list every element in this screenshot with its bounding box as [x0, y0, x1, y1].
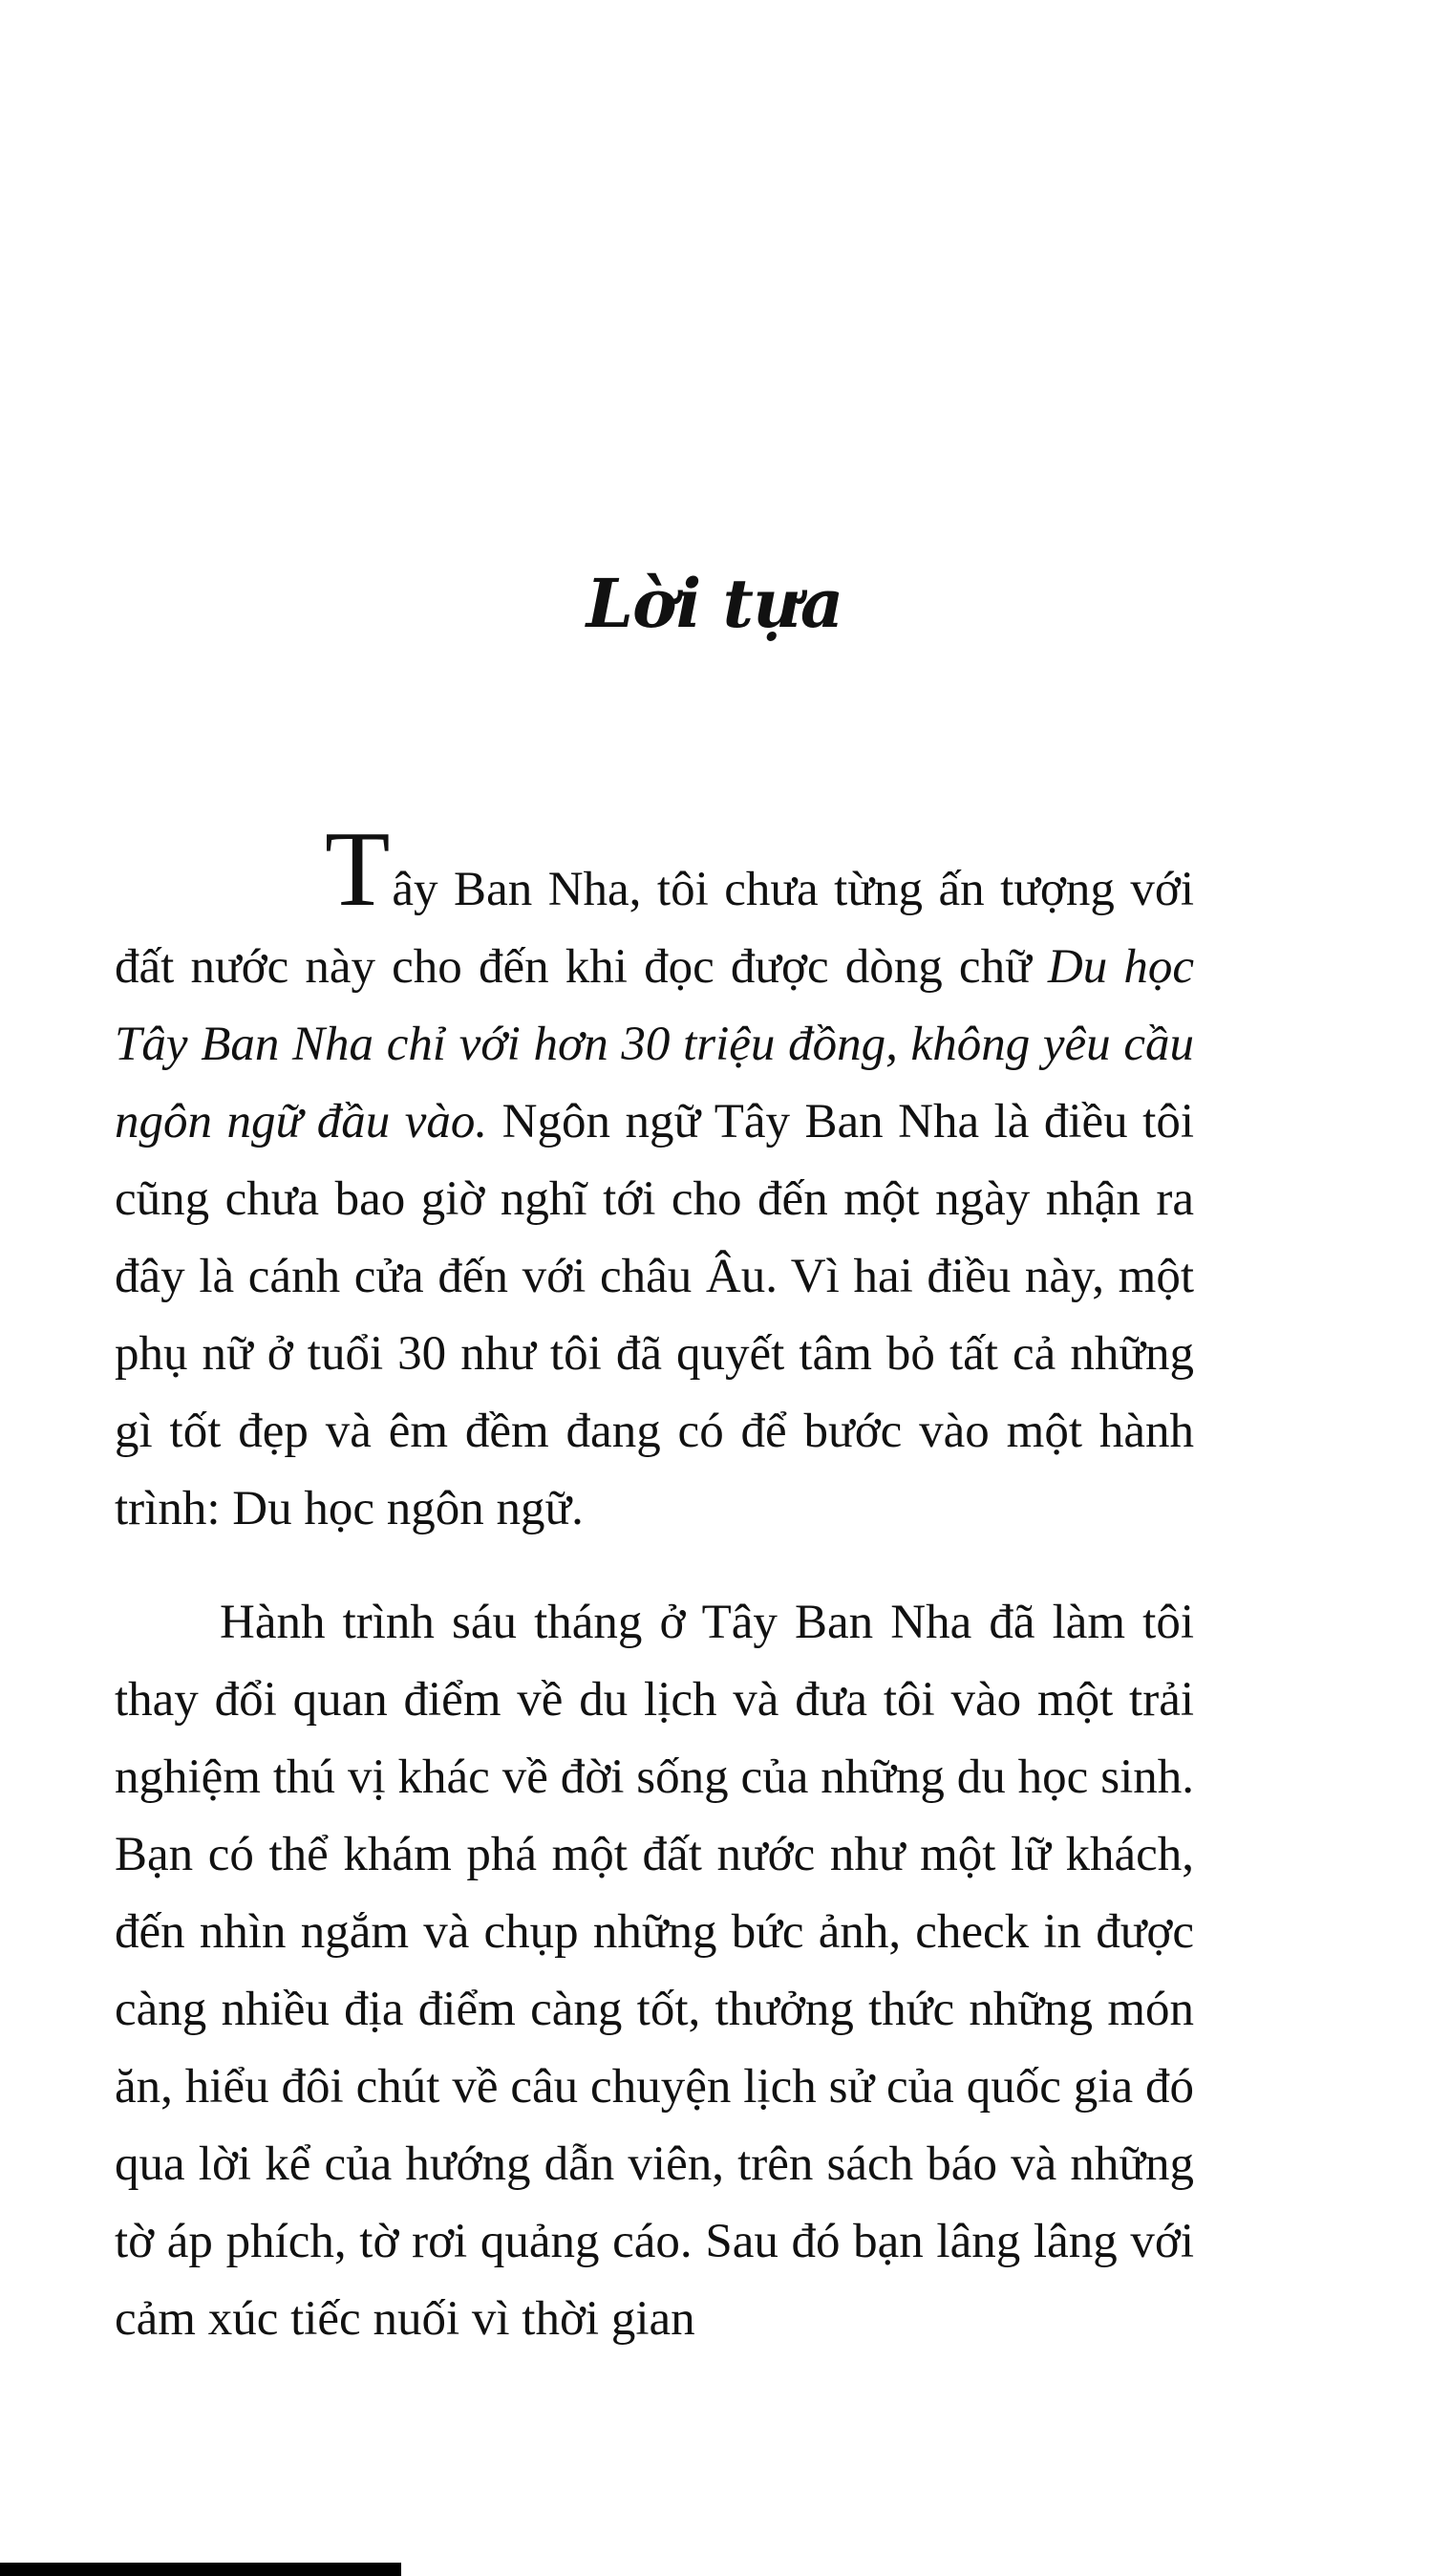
drop-cap: T [325, 810, 391, 929]
paragraph-1 [115, 810, 1194, 1548]
body-text [115, 810, 1194, 2358]
paragraph-2: Hành trình sáu tháng ở Tây Ban Nha đã làm tôi thay đổi quan điểm về du lịch và đưa tôi vào một trải nghiệm thú vị khác về đời sống của những du học sinh. Bạn có thể khám phá một đất nước như một lữ khách, đến nhìn ngắm và chụp những bức ảnh, check in được càng nhiều địa điểm càng tốt, thưởng thức những món ăn, hiểu đôi chút về câu chuyện lịch sử của quốc gia đó qua lời kể của hướng dẫn viên, trên sách báo và những tờ áp phích, tờ rơi quảng cáo. Sau đó bạn lâng lâng với cảm xúc tiếc nuối vì thời gian [115, 1596, 1194, 2346]
paragraph-1-text-end: Ngôn ngữ Tây Ban Nha là điều tôi cũng chưa bao giờ nghĩ tới cho đến một ngày nhận ra đây là cánh cửa đến với châu Âu. Vì hai điều này, một phụ nữ ở tuổi 30 như tôi đã quyết tâm bỏ tất cả những gì tốt đẹp và êm đềm đang có để bước vào một hành trình: Du học ngôn ngữ. [115, 1095, 1194, 1535]
chapter-title: Lời tựa [586, 564, 843, 643]
page-edge-shadow [0, 2563, 401, 2576]
paragraph-1-italic-quote: Du học Tây Ban Nha chỉ với hơn 30 triệu đồng, không yêu cầu ngôn ngữ đầu vào. [115, 940, 1194, 1148]
paragraph-1-text-start: ây Ban Nha, tôi chưa từng ấn tượng với đất nước này cho đến khi đọc được dòng chữ [115, 863, 1194, 994]
